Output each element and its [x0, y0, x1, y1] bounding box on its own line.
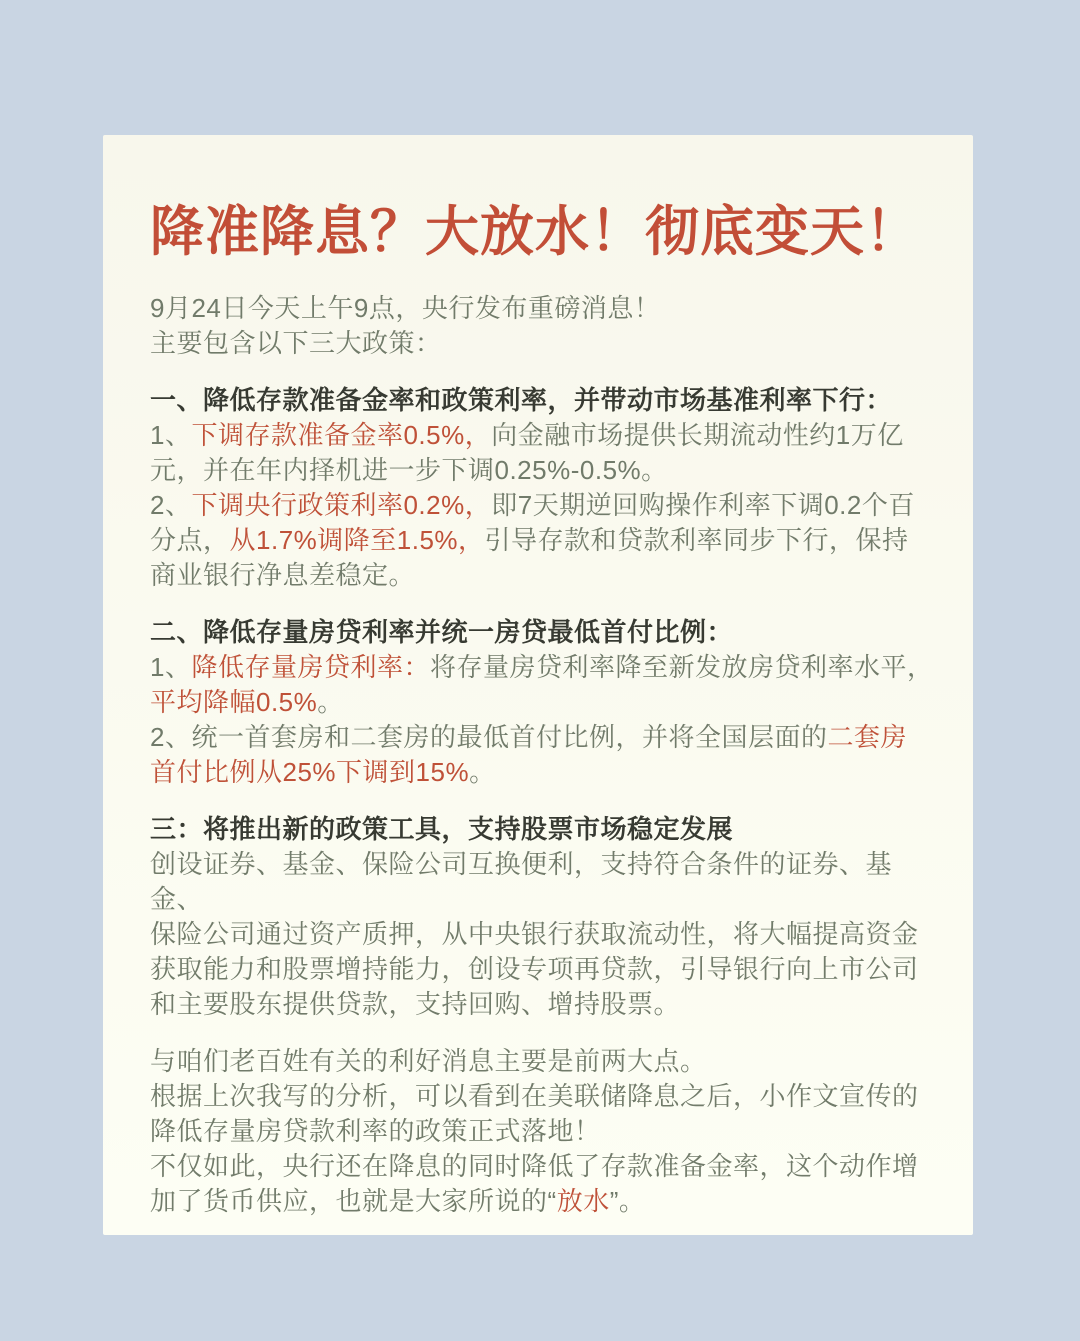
- section-text-line: [150, 847, 940, 917]
- highlight-text-segment: 放水: [556, 1186, 610, 1216]
- policy-section-3: [150, 812, 940, 1022]
- body-text-segment: 1、: [150, 652, 192, 682]
- closing-line: [150, 1114, 940, 1149]
- closing-line: [150, 1079, 940, 1114]
- section-heading: 一、降低存款准备金率和政策利率，并带动市场基准利率下行：: [150, 385, 893, 415]
- intro-line: [150, 291, 940, 326]
- policy-section-2: [150, 615, 940, 790]
- section-text-line: [150, 488, 940, 523]
- closing-block: [150, 1044, 940, 1219]
- body-text-segment: 创设证券、基金、保险公司互换便利，支持符合条件的证券、基金、: [150, 849, 893, 914]
- body-text-segment: 保险公司通过资产质押，从中央银行获取流动性，将大幅提高资金: [150, 919, 919, 949]
- section-heading: 二、降低存量房贷利率并统一房贷最低首付比例：: [150, 617, 734, 647]
- body-text-segment: ”: [609, 1186, 619, 1216]
- closing-line: [150, 1184, 940, 1219]
- body-text-segment: 向金融市场提供长期流动性约1万亿: [491, 420, 904, 450]
- section-text-line: [150, 523, 940, 558]
- highlight-text-segment: 二套房: [827, 722, 907, 752]
- body-text-segment: 与咱们老百姓有关的利好消息主要是前两大点。: [150, 1046, 707, 1076]
- body-text-segment: 。: [317, 687, 344, 717]
- body-text-segment: 获取能力和股票增持能力，创设专项再贷款，引导银行向上市公司: [150, 954, 919, 984]
- intro-line: [150, 326, 940, 361]
- section-text-line: [150, 720, 940, 755]
- body-text-segment: 加了货币供应，也就是大家所说的: [150, 1186, 548, 1216]
- post-title: 降准降息？大放水！彻底变天！: [150, 202, 920, 262]
- post-card: [103, 135, 973, 1235]
- section-text-line: [150, 755, 940, 790]
- highlight-text-segment: 下调存款准备金率0.5%，: [191, 420, 492, 450]
- section-heading: 三：将推出新的政策工具，支持股票市场稳定发展: [150, 814, 734, 844]
- body-text-segment: 引导存款和贷款利率同步下行，保持: [484, 525, 909, 555]
- body-text-segment: 商业银行净息差稳定。: [150, 560, 416, 590]
- section-text-line: [150, 558, 940, 593]
- body-text-segment: 9月24日今天上午9点，央行发布重磅消息！: [150, 293, 661, 323]
- highlight-text-segment: 从1.7%调降至1.5%，: [229, 525, 485, 555]
- section-text-line: [150, 685, 940, 720]
- closing-line: [150, 1149, 940, 1184]
- section-text-line: [150, 987, 940, 1022]
- highlight-text-segment: 下调央行政策利率0.2%，: [191, 490, 492, 520]
- body-text-segment: 降低存量房贷款利率的政策正式落地！: [150, 1116, 601, 1146]
- highlight-text-segment: 首付比例从25%下调到15%: [150, 757, 470, 787]
- highlight-text-segment: 平均降幅0.5%: [150, 687, 318, 717]
- highlight-text-segment: 降低存量房贷利率：: [191, 652, 430, 682]
- policy-section-1: [150, 383, 940, 593]
- body-text-segment: 分点，: [150, 525, 230, 555]
- closing-line: [150, 1044, 940, 1079]
- body-text-segment: 2、统一首套房和二套房的最低首付比例，并将全国层面的: [150, 722, 828, 752]
- body-text-segment: 1、: [150, 420, 192, 450]
- section-text-line: [150, 917, 940, 952]
- section-text-line: [150, 952, 940, 987]
- body-text-segment: 将存量房贷利率降至新发放房贷利率水平，: [429, 652, 934, 682]
- body-text-segment: 根据上次我写的分析，可以看到在美联储降息之后，小作文宣传的: [150, 1081, 919, 1111]
- section-text-line: [150, 453, 940, 488]
- section-text-line: [150, 418, 940, 453]
- body-text-segment: 即7天期逆回购操作利率下调0.2个百: [491, 490, 915, 520]
- body-text-segment: 。: [469, 757, 496, 787]
- body-text-segment: 不仅如此，央行还在降息的同时降低了存款准备金率，这个动作增: [150, 1151, 919, 1181]
- policy-sections: [150, 383, 940, 1022]
- body-text-segment: “: [547, 1186, 557, 1216]
- body-text-segment: 和主要股东提供贷款，支持回购、增持股票。: [150, 989, 681, 1019]
- body-text-segment: 主要包含以下三大政策：: [150, 328, 442, 358]
- body-text-segment: 。: [618, 1186, 646, 1216]
- intro-block: [150, 291, 940, 361]
- body-text-segment: 元，并在年内择机进一步下调0.25%-0.5%。: [150, 455, 668, 485]
- section-text-line: [150, 650, 940, 685]
- body-text-segment: 2、: [150, 490, 192, 520]
